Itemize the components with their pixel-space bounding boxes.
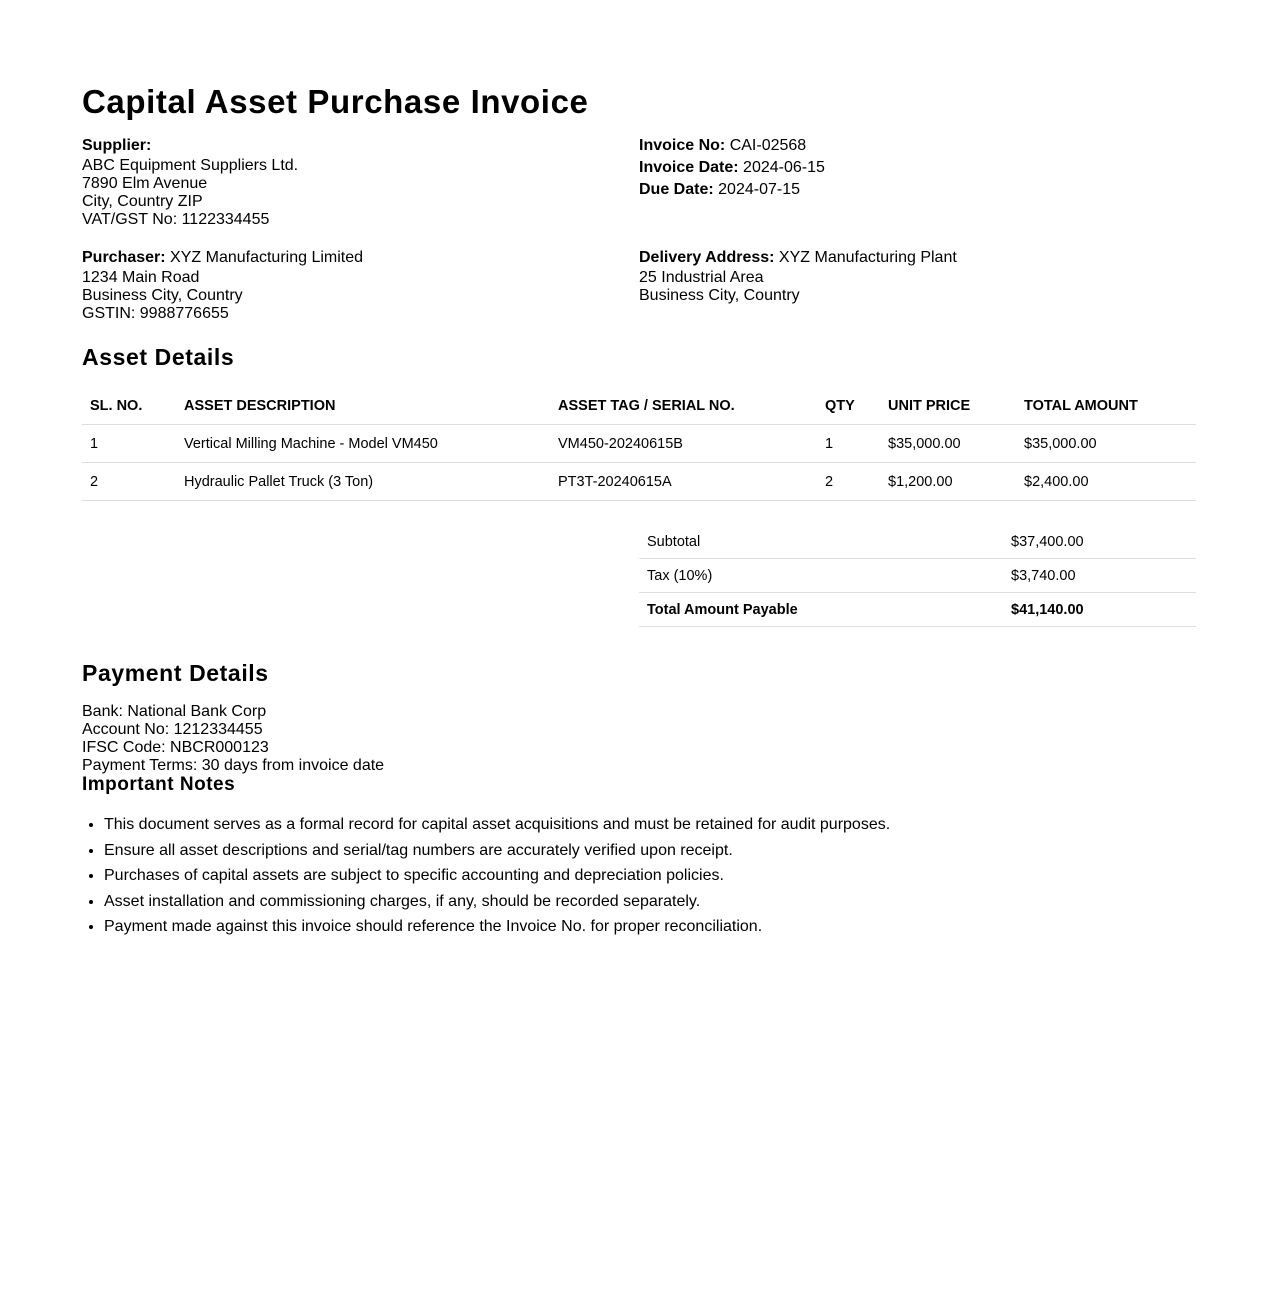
supplier-name: ABC Equipment Suppliers Ltd. [82, 157, 299, 174]
cell-tag: PT3T-20240615A [550, 463, 817, 501]
invoice-date-value: 2024-06-15 [743, 159, 825, 176]
tax-row [639, 559, 1196, 593]
cell-total-amount: $2,400.00 [1016, 463, 1196, 501]
cell-qty: 1 [817, 425, 880, 463]
supplier-address-line1: 7890 Elm Avenue [82, 175, 208, 192]
cell-total-amount: $35,000.00 [1016, 425, 1196, 463]
subtotal-label: Subtotal [639, 525, 1003, 559]
asset-table [82, 387, 1196, 501]
list-item: • Asset installation and commissioning charges, if any, should be recorded separately. [104, 889, 890, 915]
grand-total-value: $41,140.00 [1003, 593, 1196, 627]
subtotal-row [639, 525, 1196, 559]
purchaser-tax-id: GSTIN: 9988776655 [82, 305, 229, 322]
column-header-sl-no: SL. NO. [82, 387, 176, 425]
cell-qty: 2 [817, 463, 880, 501]
cell-description: Hydraulic Pallet Truck (3 Ton) [176, 463, 550, 501]
cell-unit-price: $35,000.00 [880, 425, 1016, 463]
supplier-block [82, 135, 298, 229]
delivery-name: XYZ Manufacturing Plant [778, 249, 957, 266]
purchaser-block [82, 247, 363, 323]
purchaser-line [82, 247, 363, 269]
invoice-number-value: CAI-02568 [729, 137, 807, 154]
cell-tag: VM450-20240615B [550, 425, 817, 463]
table-row [82, 425, 1196, 463]
supplier-label: Supplier: [82, 137, 152, 154]
cell-sl-no: 2 [82, 463, 176, 501]
asset-table-header-row [82, 387, 1196, 425]
cell-unit-price: $1,200.00 [880, 463, 1016, 501]
invoice-date-line [639, 157, 825, 179]
table-row [82, 463, 1196, 501]
column-header-description: ASSET DESCRIPTION [176, 387, 550, 425]
grand-total-label: Total Amount Payable [639, 593, 1003, 627]
asset-details-heading: Asset Details [82, 344, 235, 370]
column-header-total-amount: TOTAL AMOUNT [1016, 387, 1196, 425]
grand-total-row [639, 593, 1196, 627]
subtotal-value: $37,400.00 [1003, 525, 1196, 559]
list-item: • Purchases of capital assets are subject to specific accounting and depreciation policies. [104, 863, 890, 889]
due-date-label: Due Date: [639, 181, 714, 198]
purchaser-address-line1: 1234 Main Road [82, 269, 200, 286]
list-item: • Ensure all asset descriptions and serial/tag numbers are accurately verified upon receipt. [104, 838, 890, 864]
invoice-title: Capital Asset Purchase Invoice [82, 83, 589, 120]
delivery-address-line1: 25 Industrial Area [639, 269, 764, 286]
purchaser-address-line2: Business City, Country [82, 287, 243, 304]
list-item: • Payment made against this invoice should reference the Invoice No. for proper reconciliation. [104, 914, 890, 940]
due-date-value: 2024-07-15 [718, 181, 800, 198]
delivery-line [639, 247, 957, 269]
delivery-address-line2: Business City, Country [639, 287, 800, 304]
purchaser-label: Purchaser: [82, 249, 166, 266]
invoice-number-label: Invoice No: [639, 137, 726, 154]
bank-name: Bank: National Bank Corp [82, 703, 267, 720]
ifsc-code: IFSC Code: NBCR000123 [82, 739, 269, 756]
totals-table [639, 525, 1196, 627]
delivery-label: Delivery Address: [639, 249, 775, 266]
tax-label: Tax (10%) [639, 559, 1003, 593]
due-date-line [639, 179, 825, 201]
column-header-unit-price: UNIT PRICE [880, 387, 1016, 425]
supplier-address-line2: City, Country ZIP [82, 193, 203, 210]
supplier-tax-id: VAT/GST No: 1122334455 [82, 211, 270, 228]
account-number: Account No: 1212334455 [82, 721, 263, 738]
invoice-date-label: Invoice Date: [639, 159, 739, 176]
column-header-tag: ASSET TAG / SERIAL NO. [550, 387, 817, 425]
cell-description: Vertical Milling Machine - Model VM450 [176, 425, 550, 463]
invoice-number-line [639, 135, 825, 157]
cell-sl-no: 1 [82, 425, 176, 463]
payment-details-heading: Payment Details [82, 660, 269, 686]
list-item: • This document serves as a formal record for capital asset acquisitions and must be retained for audit purposes. [104, 812, 890, 838]
delivery-block [639, 247, 957, 305]
purchaser-name: XYZ Manufacturing Limited [170, 249, 364, 266]
notes-list [82, 812, 890, 940]
tax-value: $3,740.00 [1003, 559, 1196, 593]
payment-terms: Payment Terms: 30 days from invoice date [82, 757, 385, 774]
payment-details-block [82, 703, 384, 775]
column-header-qty: QTY [817, 387, 880, 425]
important-notes-heading: Important Notes [82, 774, 236, 795]
invoice-meta-block [639, 135, 825, 201]
